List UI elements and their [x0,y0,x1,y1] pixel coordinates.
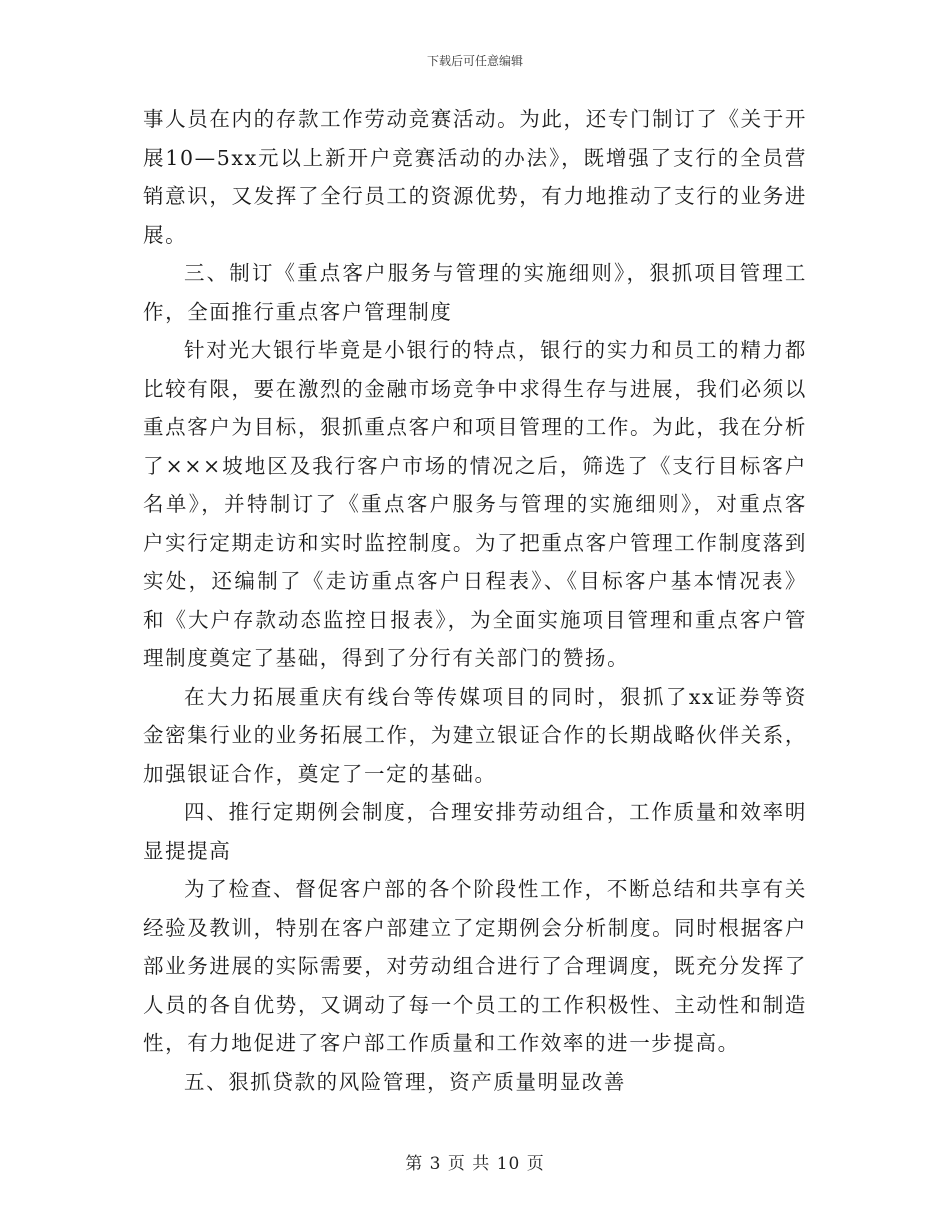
page-number: 第 3 页 共 10 页 [405,1154,545,1174]
paragraph-1: 事人员在内的存款工作劳动竞赛活动。为此，还专门制订了《关于开展10—5xx元以上新开户竞赛活动的办法》，既增强了支行的全员营销意识，又发挥了全行员工的资源优势，有力地推动了支行的业务进展。 [143,107,807,247]
paragraph-3: 在大力拓展重庆有线台等传媒项目的同时，狠抓了xx证券等资金密集行业的业务拓展工作，为建立银证合作的长期战略伙伴关系，加强银证合作，奠定了一定的基础。 [143,684,807,786]
section-heading-4: 四、推行定期例会制度，合理安排劳动组合，工作质量和效率明显提提高 [143,800,807,863]
page-header-note: 下载后可任意编辑 [426,54,523,68]
section-heading-5: 五、狠抓贷款的风险管理，资产质量明显改善 [184,1069,626,1094]
paragraph-2: 针对光大银行毕竟是小银行的特点，银行的实力和员工的精力都比较有限，要在激烈的金融市场竞争中求得生存与进展，我们必须以重点客户为目标，狠抓重点客户和项目管理的工作。为此，我在分析了×××坡地区及我行客户市场的情况之后，筛选了《支行目标客户名单》，并特制订了《重点客户服务与管理的实施细则》，对重点客户实行定期走访和实时监控制度。为了把重点客户管理工作制度落到实处，还编制了《走访重点客户日程表》、《目标客户基本情况表》和《大户存款动态监控日报表》，为全面实施项目管理和重点客户管理制度奠定了基础，得到了分行有关部门的赞扬。 [143,338,807,670]
section-heading-3: 三、制订《重点客户服务与管理的实施细则》，狠抓项目管理工作，全面推行重点客户管理制度 [143,261,807,324]
document-body [143,100,807,1101]
paragraph-4: 为了检查、督促客户部的各个阶段性工作，不断总结和共享有关经验及教训，特别在客户部建立了定期例会分析制度。同时根据客户部业务进展的实际需要，对劳动组合进行了合理调度，既充分发挥了人员的各自优势，又调动了每一个员工的工作积极性、主动性和制造性，有力地促进了客户部工作质量和工作效率的进一步提高。 [143,877,807,1055]
